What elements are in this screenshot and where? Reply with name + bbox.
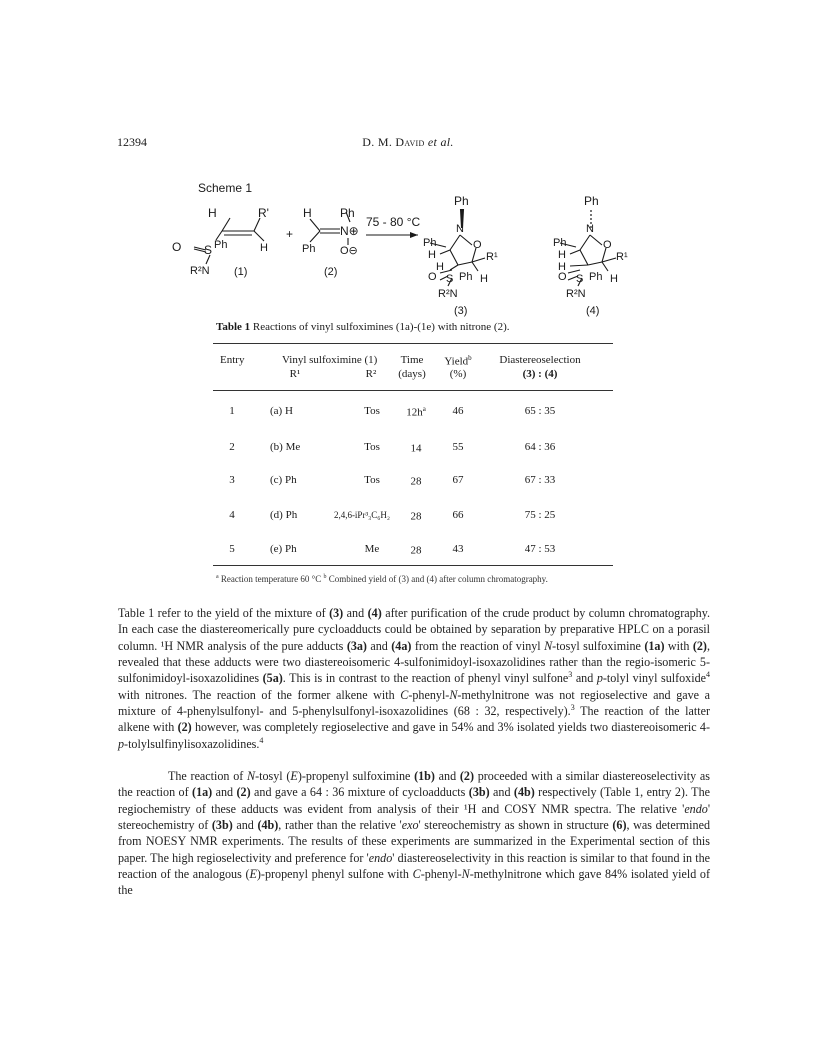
cell-entry: 1 [229,405,235,417]
svg-text:(3): (3) [454,305,468,317]
cell-yield: 66 [452,509,464,521]
svg-text:O: O [172,240,182,254]
col-header-r2: R² [365,368,377,380]
svg-text:R¹: R¹ [486,251,498,263]
svg-text:Ph: Ph [553,237,567,249]
cell-r2: Tos [364,405,380,417]
svg-text:N: N [586,223,594,235]
svg-text:O: O [428,271,437,283]
svg-text:R¹: R¹ [616,251,628,263]
cell-ratio: 65 : 35 [524,405,556,417]
scheme-title: Scheme 1 [198,181,253,195]
svg-text:H: H [436,261,444,273]
svg-text:H: H [260,242,268,254]
svg-text:H: H [610,273,618,285]
cell-time: $12h^a$ [406,405,426,419]
svg-text:R²N: R²N [566,288,586,300]
cell-time: 28 [410,475,422,488]
svg-text:Ph: Ph [340,206,355,220]
svg-text:Ph: Ph [459,271,473,283]
running-head-etal: et al. [427,135,454,149]
reaction-scheme [160,188,640,323]
svg-text:O: O [603,239,612,251]
cell-time: 14 [410,442,422,455]
table-footnote: $^a$ Reaction temperature 60 °C $^b$ Combined yield of (3) and (4) after column chromatography. [216,574,548,584]
cell-r2: Tos [364,474,380,486]
cell-yield: 55 [452,441,464,453]
cell-ratio: 75 : 25 [524,509,556,521]
col-header-vinyl: Vinyl sulfoximine (1) [282,354,378,366]
cell-r2: Tos [364,441,380,453]
cell-entry: 5 [229,543,235,555]
cell-ratio: 67 : 33 [524,474,556,486]
col-header-r1: R¹ [289,368,301,380]
table-caption [216,321,510,333]
svg-text:Ph: Ph [302,243,316,255]
cell-yield: 67 [452,474,464,486]
table-caption-label: Table 1 [216,321,251,333]
col-header-ratio: (3) : (4) [522,368,558,380]
body-paragraph-2: The reaction of N-tosyl (E)-propenyl sulfoximine (1b) and (2) proceeded with a similar diastereoselectivity as the reaction of (1a) and (2) and gave a 64 : 36 mixture of cycloadducts (3b) and (4b) respectively (Table 1, entry 2). The regiochemistry of these adducts was evident from analysis of their ¹H and COSY NMR spectra. The relative 'endo' stereochemistry of (3b) and (4b), rather than the relative 'exo' stereochemistry as shown in structure (6), was determined from NOESY NMR experiments. The results of these experiments are summarized in the Experimental section of this paper. The high regioselectivity and preference for 'endo' diastereoselectivity in this reaction is similar to that found in the reaction of the analogous (E)-propenyl phenyl sulfone with C-phenyl-N-methylnitrone which gave 84% isolated yield of the [118,769,711,898]
cell-r2: 2,4,6-iPr³₃C₆H₂ [333,510,391,520]
body-paragraph-1: Table 1 refer to the yield of the mixture of (3) and (4) after purification of the crude product by column chromatography. In each case the diastereomerically pure cycloadducts could be obtained by separation by preparative HPLC on a porasil column. ¹H NMR analysis of the pure adducts (3a) and (4a) from the reaction of vinyl N-tosyl sulfoximine (1a) with (2), revealed that these adducts were two diastereoisomeric 4-sulfonimidoyl-isoxazolidines rather than the regio-isomeric 5-sulfonimidoyl-isoxazolidines (5a). This is in contrast to the reaction of phenyl vinyl sulfone$^3$ and p-tolyl vinyl sulfoxide$^4$ with nitrones. The reaction of the former alkene with C-phenyl-N-methylnitrone was not regioselective and gave a mixture of 4-phenylsulfonyl- and 5-phenylsulfonyl-isoxazolidines (68 : 32, respectively).$^3$ The reaction of the latter alkene with (2) however, was completely regioselective and gave in 54% and 3% isolated yields two diastereoisomeric 4-p-tolylsulfinylisoxazolidines.$^4$ [118,606,710,751]
svg-text:(2): (2) [324,266,338,278]
svg-text:(1): (1) [234,266,248,278]
col-header-yield: Yield$^b$ [444,354,472,368]
svg-text:R': R' [258,206,269,220]
page-number: 12394 [117,135,147,149]
svg-text:O⊖: O⊖ [340,245,358,257]
col-header-time: Time [400,354,424,366]
col-header-time-unit: (days) [398,368,426,380]
cell-r1: (d) Ph [270,509,298,521]
cell-r1: (a) H [270,405,293,417]
running-head-author: D. M. David [362,135,425,149]
table-bottom-rule [213,565,613,566]
svg-text:Ph: Ph [589,271,603,283]
cell-yield: 43 [452,543,464,555]
svg-text:S: S [576,273,584,285]
svg-text:Ph: Ph [214,239,228,251]
svg-text:R²N: R²N [438,288,458,300]
cell-r1: (b) Me [270,441,301,453]
cell-time: 28 [410,544,422,557]
svg-text:H: H [480,273,488,285]
svg-text:Ph: Ph [423,237,437,249]
svg-text:+: + [286,227,294,241]
table-caption-text: Reactions of vinyl sulfoximines (1a)-(1e) with nitrone (2). [252,321,510,333]
col-header-yield-unit: (%) [449,368,467,380]
svg-text:N⊕: N⊕ [340,224,359,238]
cell-yield: 46 [452,405,464,417]
svg-text:Ph: Ph [584,194,599,208]
svg-text:(4): (4) [586,305,600,317]
svg-text:H: H [558,261,566,273]
svg-text:R²N: R²N [190,265,210,277]
cell-r1: (c) Ph [270,474,297,486]
cell-time: 28 [410,510,422,523]
cell-r1: (e) Ph [270,543,297,555]
cell-entry: 2 [229,441,235,453]
svg-text:S: S [204,243,213,257]
table-header-rule [213,390,613,391]
svg-text:O: O [473,239,482,251]
svg-text:75 - 80 °C: 75 - 80 °C [366,215,421,229]
svg-text:Ph: Ph [454,194,469,208]
running-head [0,135,816,150]
table-top-rule [213,343,613,344]
svg-text:H: H [208,206,217,220]
svg-text:O: O [558,271,567,283]
cell-entry: 4 [229,509,235,521]
cell-r2: Me [364,543,380,555]
cell-entry: 3 [229,474,235,486]
col-header-entry: Entry [220,354,245,366]
cell-ratio: 64 : 36 [524,441,556,453]
svg-text:H: H [428,249,436,261]
col-header-diastereo: Diastereoselection [499,354,581,366]
svg-text:S: S [446,273,454,285]
svg-text:H: H [303,206,312,220]
cell-ratio: 47 : 53 [524,543,556,555]
svg-text:H: H [558,249,566,261]
svg-text:N: N [456,223,464,235]
